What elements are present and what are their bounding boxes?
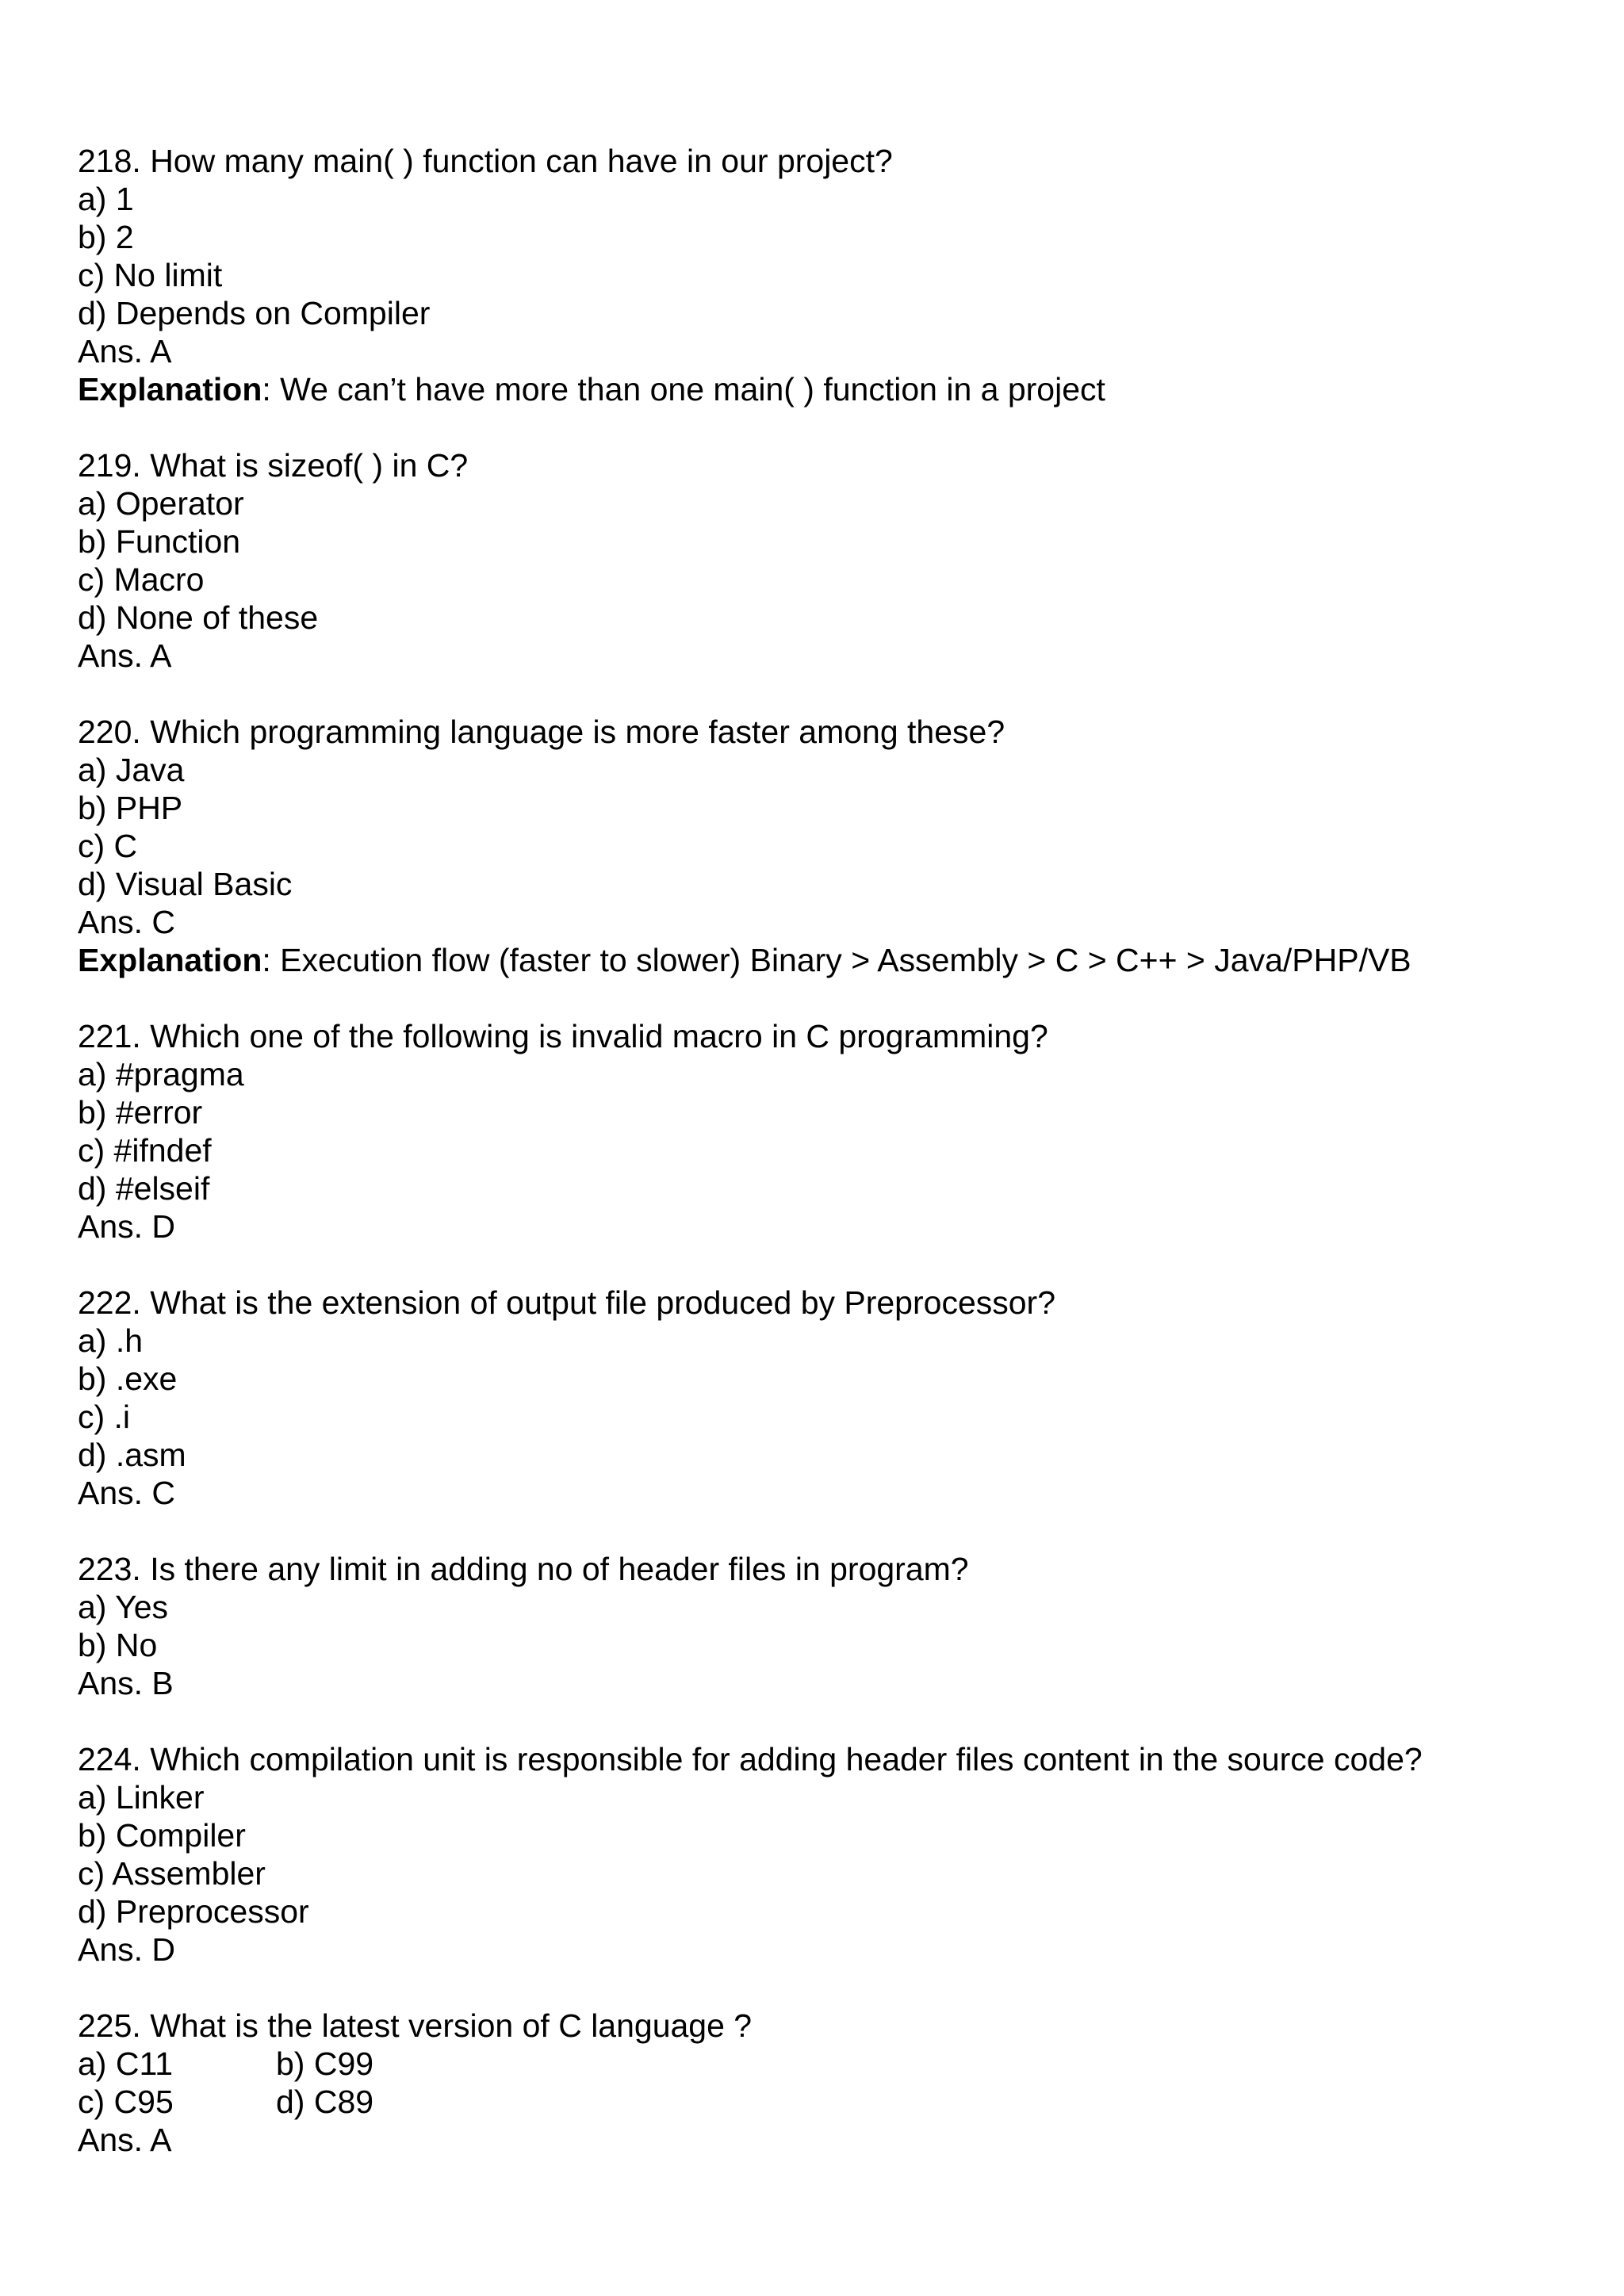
answer-option: b) No bbox=[78, 1627, 158, 1663]
question-text: 221. Which one of the following is invalid macro in C programming? bbox=[78, 1018, 1048, 1054]
document-page bbox=[78, 142, 1584, 2197]
answer-option: d) C89 bbox=[276, 2084, 374, 2120]
answer-option: a) C11 bbox=[78, 2045, 174, 2082]
answer-option: d) .asm bbox=[78, 1437, 186, 1473]
answer-option: d) Preprocessor bbox=[78, 1893, 309, 1930]
answer-option: a) #pragma bbox=[78, 1056, 244, 1093]
answer-option-row bbox=[78, 2045, 1584, 2083]
answer-option: c) No limit bbox=[78, 257, 223, 293]
answer-option: c) Macro bbox=[78, 561, 205, 598]
answer-key: Ans. A bbox=[78, 333, 172, 369]
answer-key: Ans. B bbox=[78, 1665, 174, 1701]
answer-option: a) 1 bbox=[78, 181, 134, 217]
answer-key: Ans. D bbox=[78, 1931, 176, 1968]
answer-option: b) PHP bbox=[78, 790, 183, 826]
answer-option: c) .i bbox=[78, 1399, 131, 1435]
question-text: 218. How many main( ) function can have in our project? bbox=[78, 143, 893, 179]
question-text: 220. Which programming language is more faster among these? bbox=[78, 714, 1005, 750]
answer-option: a) Linker bbox=[78, 1779, 205, 1816]
question-block bbox=[78, 446, 1584, 675]
answer-option: a) Operator bbox=[78, 485, 244, 522]
answer-option: d) None of these bbox=[78, 599, 319, 636]
answer-option: c) #ifndef bbox=[78, 1132, 212, 1169]
answer-option: a) Yes bbox=[78, 1589, 168, 1625]
question-text: 219. What is sizeof( ) in C? bbox=[78, 447, 469, 484]
answer-key: Ans. A bbox=[78, 637, 172, 674]
answer-option: b) Function bbox=[78, 523, 241, 560]
question-block bbox=[78, 2007, 1584, 2159]
question-text: 222. What is the extension of output file produced by Preprocessor? bbox=[78, 1284, 1056, 1321]
answer-option-row bbox=[78, 2083, 1584, 2121]
answer-option: b) .exe bbox=[78, 1360, 178, 1397]
explanation-label: Explanation bbox=[78, 942, 262, 978]
explanation-text: : We can’t have more than one main( ) function in a project bbox=[262, 371, 1105, 408]
question-text: 224. Which compilation unit is responsible for adding header files content in the source code? bbox=[78, 1741, 1423, 1777]
answer-option: a) Java bbox=[78, 752, 185, 788]
answer-option: b) Compiler bbox=[78, 1817, 246, 1854]
question-block bbox=[78, 1550, 1584, 1702]
question-block bbox=[78, 142, 1584, 408]
explanation bbox=[78, 941, 1584, 979]
answer-key: Ans. C bbox=[78, 1475, 176, 1511]
answer-key: Ans. A bbox=[78, 2122, 172, 2158]
answer-option: b) 2 bbox=[78, 219, 134, 255]
explanation-label: Explanation bbox=[78, 371, 262, 408]
answer-option: d) Visual Basic bbox=[78, 866, 293, 902]
question-text: 225. What is the latest version of C language ? bbox=[78, 2007, 753, 2044]
explanation-text: : Execution flow (faster to slower) Binary > Assembly > C > C++ > Java/PHP/VB bbox=[262, 942, 1411, 978]
question-block bbox=[78, 1740, 1584, 1969]
question-block bbox=[78, 713, 1584, 979]
question-block bbox=[78, 1017, 1584, 1246]
answer-option: b) C99 bbox=[276, 2045, 374, 2082]
answer-key: Ans. D bbox=[78, 1208, 176, 1245]
answer-option: c) C95 bbox=[78, 2084, 174, 2120]
answer-option: d) Depends on Compiler bbox=[78, 295, 431, 331]
answer-option: b) #error bbox=[78, 1094, 203, 1131]
answer-option: c) C bbox=[78, 828, 138, 864]
answer-option: d) #elseif bbox=[78, 1170, 210, 1207]
answer-key: Ans. C bbox=[78, 904, 176, 940]
question-block bbox=[78, 1284, 1584, 1512]
question-text: 223. Is there any limit in adding no of header files in program? bbox=[78, 1551, 969, 1587]
explanation bbox=[78, 370, 1584, 408]
answer-option: a) .h bbox=[78, 1322, 144, 1359]
answer-option: c) Assembler bbox=[78, 1855, 266, 1892]
